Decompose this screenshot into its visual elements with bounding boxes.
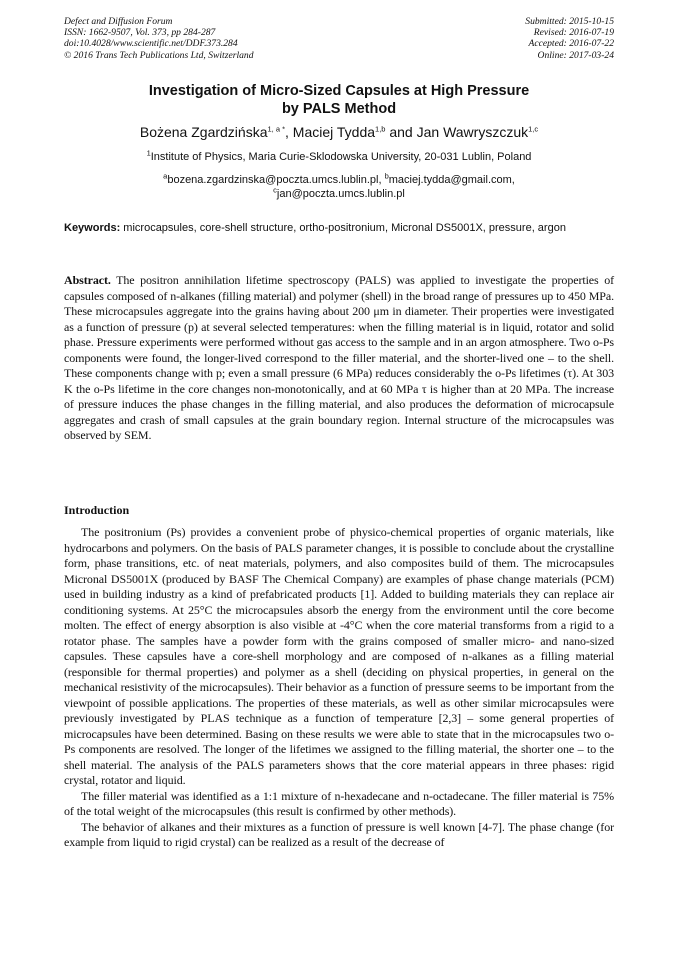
paragraph: The behavior of alkanes and their mixtures as a function of pressure is well known [4-7]. The phase change (for example from liquid to rigid crystal) can be realized as a result of the decrease of [64, 819, 614, 849]
paragraph: The positronium (Ps) provides a convenient probe of physico-chemical properties of organic materials, like hydrocarbons and polymers. On the basis of PALS parameter changes, it is possible to conclude about the crystalline form, phase transitions, etc. of neat materials, polymers, and also composites build of them. The microcapsules Micronal DS5001X (produced by BASF The Chemical Company) are examples of phase change materials (PCM) used in building industry as a kind of prefabricated products [1]. Added to building materials they can replace air conditioning systems. At 25°C the microcapsules absorb the energy from the environment until the core become molten. The effect of energy absorption is also visible at -4°C when the core material transforms from a rigid to a rotator phase. The samples have a powder form with the grains composed of smaller micro- and nano-sized capsules. These capsules have a core-shell morphology and are composed of n-alkanes as a filling material (responsible for thermal properties) and polymer as a shell (deciding on physical properties, in general on the mechanical resistivity of the microcapsules). Their behavior as a function of pressure seems to be important from the viewpoint of possible applications. The properties of these materials, as well as other similar microcapsules were previously investigated by PLAS technique as a function of temperature [2,3] – some general properties of microcapsules have been determined. Basing on these results we were able to state that in the microcapsules two o-Ps components are resolved. The longer of the lifetimes we assigned to the filling material, the shorter one – to the shell material. The analysis of the PALS parameters shows that the core material appears in three phases: rigid crystal, rotator and liquid. [64, 525, 614, 787]
issn: ISSN: 1662-9507, Vol. 373, pp 284-287 [64, 27, 216, 39]
title-line-2: by PALS Method [281, 101, 397, 117]
author-emails [64, 173, 614, 201]
online-date: Online: 2017-03-24 [537, 49, 614, 61]
affiliation [64, 150, 614, 164]
doi: doi:10.4028/www.scientific.net/DDF.373.284 [64, 38, 238, 50]
revised-date: Revised: 2016-07-19 [533, 27, 614, 39]
author-separator: and [385, 124, 417, 140]
author-superscript: 1,c [528, 124, 539, 134]
author-superscript: 1, a * [267, 124, 286, 134]
keywords-text: microcapsules, core-shell structure, ortho-positronium, Micronal DS5001X, pressure, argon [120, 222, 566, 234]
email-superscript: b [384, 171, 389, 181]
paragraph: The filler material was identified as a 1:1 mixture of n-hexadecane and n-octadecane. The filler material is 75% of the total weight of the microcapsules (this result is confirmed by other methods). [64, 788, 614, 818]
paper-title [64, 82, 614, 118]
author-separator: , [285, 124, 293, 140]
publication-dates [525, 16, 614, 61]
abstract-label: Abstract. [64, 273, 111, 287]
keywords-label: Keywords: [64, 222, 121, 234]
accepted-date: Accepted: 2016-07-22 [528, 38, 614, 50]
author-name: Maciej Tydda [292, 124, 376, 140]
affiliation-superscript: 1 [146, 148, 151, 158]
submitted-date: Submitted: 2015-10-15 [525, 16, 614, 27]
email-superscript: c [273, 185, 277, 195]
email-link[interactable]: bozena.zgardzinska@poczta.umcs.lublin.pl, [167, 174, 385, 186]
author-list [64, 123, 614, 141]
abstract [64, 273, 614, 444]
keywords [64, 221, 614, 236]
author-name: Bożena Zgardzińska [139, 124, 268, 140]
journal-name: Defect and Diffusion Forum [64, 16, 173, 27]
email-superscript: a [163, 171, 168, 181]
journal-info [64, 16, 254, 61]
introduction-body [64, 525, 614, 851]
copyright: © 2016 Trans Tech Publications Ltd, Switzerland [64, 49, 254, 61]
introduction-heading: Introduction [64, 503, 130, 517]
author-superscript: 1,b [375, 124, 386, 134]
author-name: Jan Wawryszczuk [416, 124, 529, 140]
email-link[interactable]: maciej.tydda@gmail.com, [388, 174, 515, 186]
title-line-1: Investigation of Micro-Sized Capsules at High Pressure [148, 83, 530, 99]
email-link[interactable]: jan@poczta.umcs.lublin.pl [276, 188, 405, 200]
affiliation-text: Institute of Physics, Maria Curie-Sklodowska University, 20-031 Lublin, Poland [150, 151, 532, 163]
abstract-text: The positron annihilation lifetime spectroscopy (PALS) was applied to investigate the properties of capsules composed of n-alkanes (filling material) and polymer (shell) in the broad range of pressures up to 450 MPa. These microcapsules aggregate into the grains having about 200 μm in diameter. Their properties were investigated as a function of pressure (p) at several selected temperatures: when the filling material is in liquid, rotator and solid phase. Pressure experiments were performed without gas access to the sample and in an argon atmosphere. Two o-Ps components were found, the longer-lived correspond to the filler material, and the shorter-lived one – to the shell. These components change with p; even a small pressure (6 MPa) reduces considerably the o-Ps lifetimes (τ). At 303 K the o-Ps lifetime in the core changes non-monotonically, and at 60 MPa τ is higher than at 20 MPa. The increase of pressure induces the phase changes in the filling material, and also produces the deformation of microcapsule aggregates and crash of small capsules at the grain boundary region. Internal structure of the microcapsules was observed by SEM. [64, 273, 614, 442]
